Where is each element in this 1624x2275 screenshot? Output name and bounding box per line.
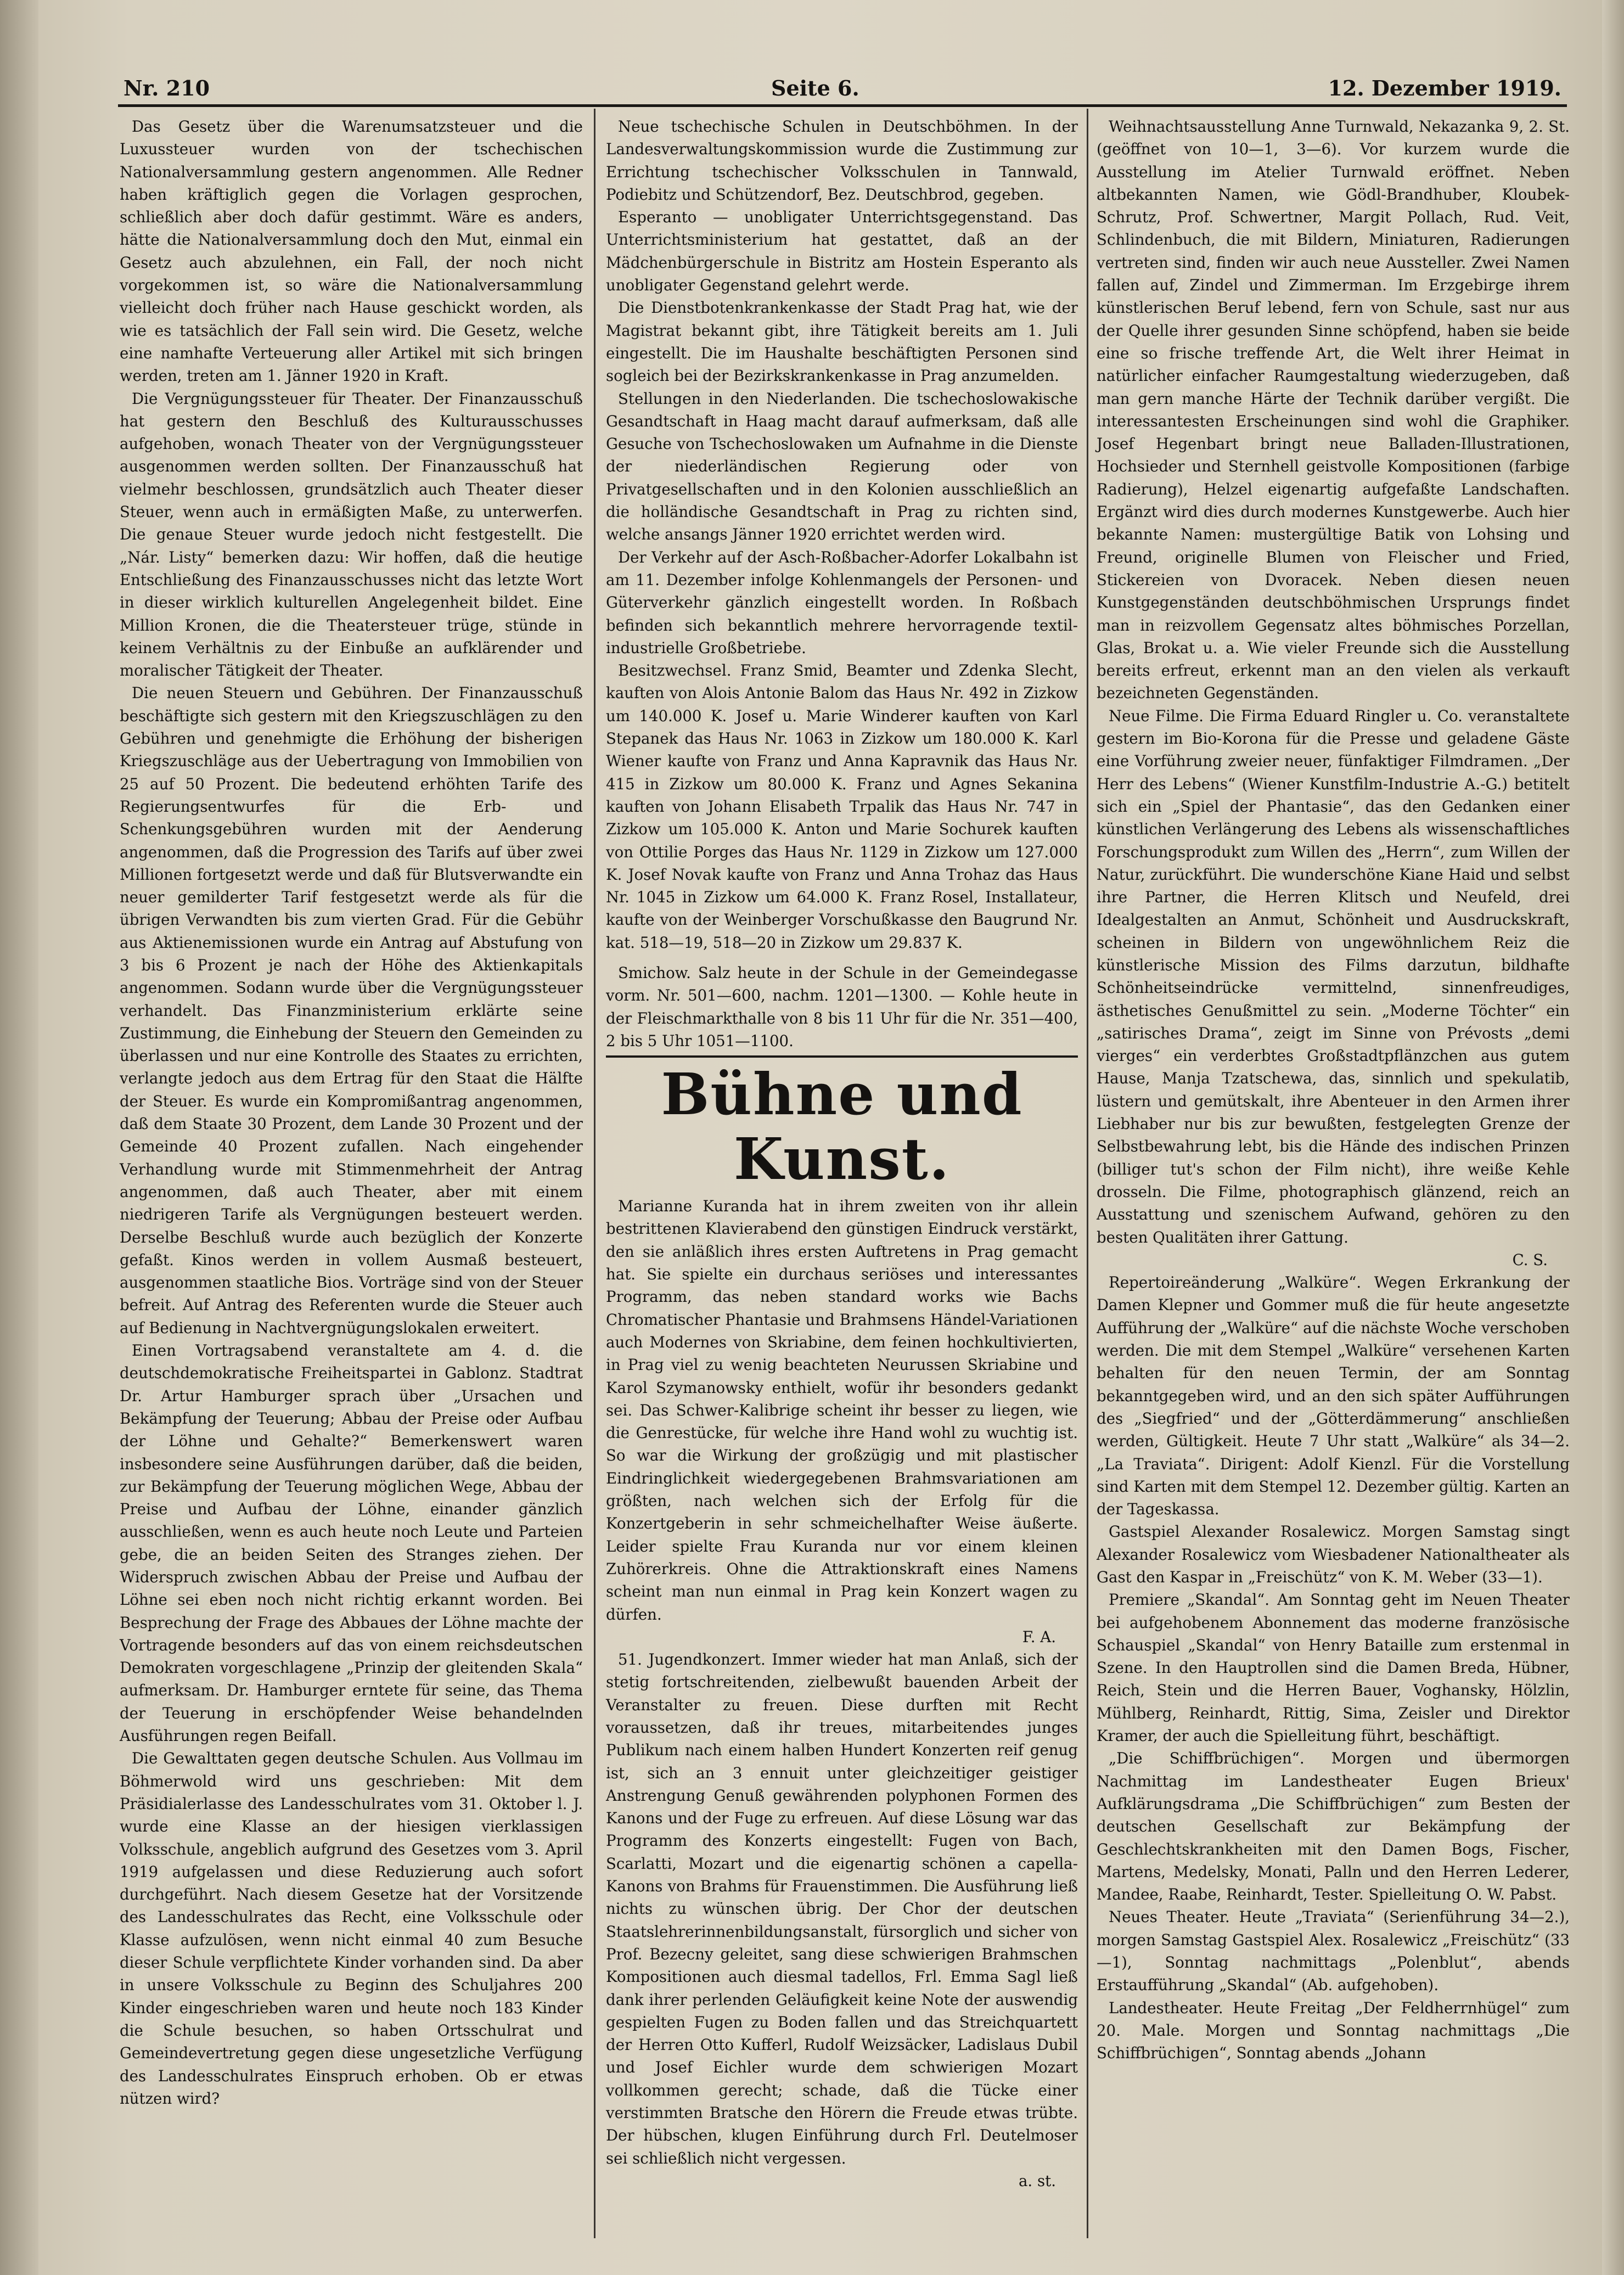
- article-niederlanden: Stellungen in den Niederlanden. Die tschechoslowakische Gesandtschaft in Haag macht darauf aufmerksam, daß alle Gesuche von Tschechoslowaken um Aufnahme in die Dienste der niederländischen Regierung oder von Privatgesellschaften und in den Kolonien ausschließlich an die holländische Gesandtschaft in Prag zu richten sind, welche ansangs Jänner 1920 errichtet werden wird.: [606, 389, 1078, 544]
- page-edge-left: [0, 0, 38, 2275]
- article-dienstbotenkrankenkasse: Die Dienstbotenkrankenkasse der Stadt Prag hat, wie der Magistrat bekannt gibt, ihre Tätigkeit bereits am 1. Juli eingestellt. Die im Haushalte beschäftigten Personen sind sogleich bei der Bezirkskrankenkasse in Prag anzumelden.: [606, 299, 1078, 385]
- article-smichow: Smichow. Salz heute in der Schule in der Gemeindegasse vorm. Nr. 501—600, nachm. 1201—1300. — Kohle heute in der Fleischmarkthalle von 8 bis 11 Uhr für die Nr. 351—400, 2 bis 5 Uhr 1051—1100.: [606, 963, 1078, 1050]
- article-neue-filme: Neue Filme. Die Firma Eduard Ringler u. Co. veranstaltete gestern im Bio-Korona für die Presse und geladene Gäste eine Vorführung zweier neuer, fünfaktiger Filmdramen. „Der Herr des Lebens“ (Wiener Kunstfilm-Industrie A.-G.) betitelt sich ein „Spiel der Phantasie“, das den Gedanken einer künstlichen Verlängerung des Lebens als wissenschaftliches Forschungsprodukt zum Willen des „Herrn“, zum Willen der Natur, zurückführt. Die wunderschöne Kiane Haid und selbst ihre Partner, die Herren Klitsch und Neufeld, drei Idealgestalten an Anmut, Schönheit und Ausdruckskraft, scheinen in Bildern von ungewöhnlichem Reiz die künstlerische Mission des Films darzutun, bildhafte Schönheitseindrücke vermittelnd, sinnenfreudiges, ästhetisches Genußmittel zu sein. „Moderne Töchter“ ein „satirisches Drama“, zeigt im Sinne von Prévosts „demi vierges“ ein verderbtes Großstadtpflänzchen aus gutem Hause, Manja Tzatschewa, das, sinnlich und spekulatib, lüstern und gemütskalt, ihre Abenteuer in den Armen ihrer Liebhaber nur bis zur bewußten, festgelegten Grenze der Selbstbewahrung lebt, bis die Hände des indischen Prinzen (billiger tut's schon der Film nicht), ihre weiße Kehle drosseln. Die Filme, photographisch glänzend, reich an Ausstattung und szenischem Aufwand, gehören zu den besten Qualitäten ihrer Gattung.: [1097, 706, 1570, 1246]
- article-deutsche-schulen: Die Gewalttaten gegen deutsche Schulen. Aus Vollmau im Böhmerwold wird uns geschrieben: Mit dem Präsidialerlasse des Landesschulrates vom 31. Oktober l. J. wurde eine Klasse an der hiesigen vierklassigen Volksschule, angeblich aufgrund des Gesetzes vom 3. April 1919 aufgelassen und diese Reduzierung auch sofort durchgeführt. Nach diesem Gesetze hat der Vorsitzende des Landesschulrates das Recht, eine Volksschule oder Klasse aufzulösen, wenn nicht einmal 40 zum Besuche dieser Schule verpflichtete Kinder vorhanden sind. Da aber in unsere Volksschule zu Beginn des Schuljahres 200 Kinder eingeschrieben waren und heute noch 183 Kinder die Schule besuchen, so haben Ortsschulrat und Gemeindevertretung gegen diese ungesetzliche Verfügung des Landesschulrates Einspruch erhoben. Ob er etwas nützen wird?: [120, 1749, 583, 2108]
- page-header: [118, 70, 1567, 103]
- author-signature: a. st.: [1018, 2171, 1056, 2190]
- article-lokalbahn: Der Verkehr auf der Asch-Roßbacher-Adorfer Lokalbahn ist am 11. Dezember infolge Kohlenmangels der Personen- und Güterverkehr gänzlich eingestellt worden. In Roßbach befinden sich bekanntlich mehrere hervorragende textil-industrielle Großbetriebe.: [606, 548, 1078, 657]
- article-tschechische-schulen: Neue tschechische Schulen in Deutschböhmen. In der Landesverwaltungskommission wurde die Zustimmung zur Errichtung tschechischer Volksschulen in Tannwald, Podiebitz und Schützendorf, Bez. Deutschbrod, gegeben.: [606, 117, 1078, 204]
- issue-date: 12. Dezember 1919.: [1328, 76, 1561, 100]
- author-signature: F. A.: [1022, 1627, 1056, 1646]
- spacer: [606, 954, 1078, 962]
- author-signature: C. S.: [1512, 1250, 1548, 1269]
- column-divider-1: [594, 109, 595, 2238]
- article-besitzwechsel: Besitzwechsel. Franz Smid, Beamter und Zdenka Slecht, kauften von Alois Antonie Balom das Haus Nr. 492 in Zizkow um 140.000 K. Josef u. Marie Winderer kauften von Karl Stepanek das Haus Nr. 1063 in Zizkow um 180.000 K. Karl Wiener kaufte von Franz und Anna Kapravnik das Haus Nr. 415 in Zizkow um 80.000 K. Franz und Agnes Sekanina kauften von Johann Elisabeth Trpalik das Haus Nr. 747 in Zizkow um 105.000 K. Anton und Marie Sochurek kauften von Ottilie Porges das Haus Nr. 1129 in Zizkow um 127.000 K. Josef Novak kaufte von Franz und Anna Trohaz das Haus Nr. 1045 in Zizkow um 64.000 K. Franz Rosel, Installateur, kaufte von der Weinberger Vorschußkasse den Baugrund Nr. kat. 518—19, 518—20 in Zizkow um 29.837 K.: [606, 661, 1078, 952]
- article-neues-theater: Neues Theater. Heute „Traviata“ (Serienführung 34—2.), morgen Samstag Gastspiel Alex. Rosalewicz „Freischütz“ (33—1), Sonntag nachmittags „Polenblut“, abends Erstaufführung „Skandal“ (Ab. aufgehoben).: [1097, 1908, 1570, 1995]
- article-repertoireaenderung: Repertoireänderung „Walküre“. Wegen Erkrankung der Damen Klepner und Gommer muß die für heute angesetzte Aufführung der „Walküre“ auf die nächste Woche verschoben werden. Die mit dem Stempel „Walküre“ versehenen Karten behalten für den neuen Termin, der am Sonntag bekanntgegeben wird, und an den sich später Aufführungen des „Siegfried“ und der „Götterdämmerung“ anschließen werden, Gültigkeit. Heute 7 Uhr statt „Walküre“ als 34—2. „La Traviata“. Dirigent: Adolf Kienzl. Für die Vorstellung sind Karten mit dem Stempel 12. Dezember gültig. Karten an der Tageskassa.: [1097, 1273, 1570, 1519]
- article-vergnuegungssteuer-theater: Die Vergnügungssteuer für Theater. Der Finanzausschuß hat gestern den Beschluß des Kulturausschusses aufgehoben, wonach Theater von der Vergnügungssteuer ausgenommen werden sollten. Der Finanzausschuß hat vielmehr beschlossen, grundsätzlich auch Theater dieser Steuer, wenn auch in ermäßigten Maße, zu unterwerfen. Die genaue Steuer wurde jedoch nicht festgestellt. Die „Nár. Listy“ bemerken dazu: Wir hoffen, daß die heutige Entschließung des Finanzausschusses nicht das letzte Wort in dieser wirklich kulturellen Angelegenheit bildet. Eine Million Kronen, die die Theatersteuer trüge, stünde in keinem Verhältnis zu der Einbuße an aufklärender und moralischer Tätigkeit der Theater.: [120, 389, 583, 680]
- article-esperanto: Esperanto — unobligater Unterrichtsgegenstand. Das Unterrichtsministerium hat gestattet, daß an der Mädchenbürgerschule in Bistritz am Hostein Esperanto als unobligater Gegenstand gelehrt werde.: [606, 208, 1078, 295]
- article-gastspiel: Gastspiel Alexander Rosalewicz. Morgen Samstag singt Alexander Rosalewicz vom Wiesbadener Nationaltheater als Gast den Kaspar in „Freischütz“ von K. M. Weber (33—1).: [1097, 1523, 1570, 1586]
- column-divider-2: [1087, 109, 1088, 2238]
- issue-number: Nr. 210: [123, 76, 210, 100]
- article-premiere-skandal: Premiere „Skandal“. Am Sonntag geht im Neuen Theater bei aufgehobenem Abonnement das moderne französische Schauspiel „Skandal“ von Henry Bataille zum erstenmal in Szene. In den Hauptrollen sind die Damen Breda, Hübner, Reich, Stein und die Herren Bauer, Voghansky, Hölzlin, Mühlberg, Reinhardt, Rittig, Sima, Zeisler und Direktor Kramer, der auch die Spielleitung führt, beschäftigt.: [1097, 1591, 1570, 1745]
- article-steuern-gebuehren: Die neuen Steuern und Gebühren. Der Finanzausschuß beschäftigte sich gestern mit den Kriegszuschlägen zu den Gebühren und genehmigte die Erhöhung der bisherigen Kriegszuschläge aus der Uebertragung von Immobilien von 25 auf 50 Prozent. Die bedeutend erhöhten Tarife des Regierungsentwurfes für die Erb- und Schenkungsgebühren wurden mit der Aenderung angenommen, daß die Progression des Tarifs auf über zwei Millionen fortgesetzt werde und daß für Blutsverwandte ein neuer gemilderter Tarif festgesetzt werde als für die übrigen Verwandten bis zum vierten Grad. Für die Gebühr aus Aktienemissionen wurde ein Antrag auf Abstufung von 3 bis 6 Prozent je nach der Höhe des Aktienkapitals angenommen. Sodann wurde über die Vergnügungssteuer verhandelt. Das Finanzministerium erklärte seine Zustimmung, die Einhebung der Steuern den Gemeinden zu überlassen und nur eine Kontrolle des Staates zu errichten, verlangte jedoch aus dem Ertrag für den Staat die Hälfte der Steuer. Es wurde ein Kompromißantrag angenommen, daß dem Staate 30 Prozent, dem Lande 30 Prozent und der Gemeinde 40 Prozent zufallen. Nach eingehender Verhandlung wurde mit Stimmenmehrheit der Antrag angenommen, daß auch Theater, aber mit einem niedrigeren Tarife als Vergnügungen besteuert werden. Derselbe Beschluß wurde auch bezüglich der Konzerte gefaßt. Kinos werden in vollem Ausmaß besteuert, ausgenommen staatliche Bios. Vorträge sind von der Steuer befreit. Auf Antrag des Referenten wurde die Steuer auch auf Bedienung in Nachtvergnügungslokalen erweitert.: [120, 684, 583, 1337]
- column-1: [120, 115, 583, 2110]
- page-edge-right: [1602, 0, 1624, 2275]
- article-landestheater: Landestheater. Heute Freitag „Der Feldherrnhügel“ zum 20. Male. Morgen und Sonntag nachmittags „Die Schiffbrüchigen“, Sonntag abends „Johann: [1097, 1998, 1570, 2063]
- section-rule: [606, 1055, 1078, 1058]
- page-number: Seite 6.: [771, 76, 859, 100]
- section-title: Bühne und Kunst.: [661, 1060, 1023, 1193]
- column-3: [1097, 115, 1570, 2065]
- article-schiffbruechigen: „Die Schiffbrüchigen“. Morgen und übermorgen Nachmittag im Landestheater Eugen Brieux' Aufklärungsdrama „Die Schiffbrüchigen“ zum Besten der deutschen Gesellschaft zur Bekämpfung der Geschlechtskrankheiten mit den Damen Bogs, Fischer, Martens, Medelsky, Monati, Palln und den Herren Lederer, Mandee, Raabe, Reinhardt, Tester. Spielleitung O. W. Pabst.: [1097, 1749, 1570, 1904]
- article-vortragsabend: Einen Vortragsabend veranstaltete am 4. d. die deutschdemokratische Freiheitspartei in Gablonz. Stadtrat Dr. Artur Hamburger sprach über „Ursachen und Bekämpfung der Teuerung; Abbau der Preise oder Aufbau der Löhne und Gehalte?“ Bemerkenswert waren insbesondere seine Ausführungen darüber, daß die beiden, zur Bekämpfung der Teuerung möglichen Wege, Abbau der Preise und Aufbau der Löhne, einander gänzlich ausschließen, wenn es auch heute noch Leute und Parteien gebe, die an beiden Seiten des Stranges ziehen. Der Widerspruch zwischen Abbau der Preise und Aufbau der Löhne sei eben noch nicht richtig erkannt worden. Bei Besprechung der Frage des Abbaues der Löhne machte der Vortragende besonders auf das von einem reichsdeutschen Demokraten vorgeschlagene „Prinzip der gleitenden Skala“ aufmerksam. Dr. Hamburger erntete für seine, das Thema der Teuerung in erschöpfender Weise behandelnden Ausführungen regen Beifall.: [120, 1341, 583, 1745]
- article-weihnachtsausstellung: Weihnachtsausstellung Anne Turnwald, Nekazanka 9, 2. St. (geöffnet von 10—1, 3—6). Vor kurzem wurde die Ausstellung im Atelier Turnwald eröffnet. Neben altbekannten Namen, wie Gödl-Brandhuber, Kloubek-Schrutz, Prof. Schwertner, Margit Pollach, Rud. Veit, Schlindenbuch, die mit Bildern, Miniaturen, Radierungen vertreten sind, finden wir auch neue Aussteller. Zwei Namen fallen auf, Zindel und Zimmerman. Im Erzgebirge ihrem künstlerischen Beruf lebend, fern von Schule, sast nur aus der Quelle ihrer gesunden Sinne schöpfend, haben sie beide eine so frische treffende Art, die Welt ihrer Heimat in natürlicher einfacher Raumgestaltung wiederzugeben, daß man gern manche Härte der Technik darüber vergißt. Die interessantesten Erscheinungen sind wohl die Graphiker. Josef Hegenbart bringt neue Balladen-Illustrationen, Hochsieder und Sternhell geistvolle Kompositionen (farbige Radierung), Helzel eigenartig aufgefaßte Landschaften. Ergänzt wird dies durch modernes Kunstgewerbe. Auch hier bekannte Namen: mustergültige Batik von Lohsing und Freund, originelle Blumen von Fleischer und Fried, Stickereien von Dvoracek. Neben diesen neuen Kunstgegenständen deutschböhmischen Ursprungs findet man in reizvollem Gegensatz altes böhmisches Porzellan, Glas, Brokat u. a. Wie vieler Freunde sich die Ausstellung bereits erfreut, erkennt man an den vielen als verkauft bezeichneten Gegenständen.: [1097, 117, 1570, 703]
- article-warenumsatzsteuer: Das Gesetz über die Warenumsatzsteuer und die Luxussteuer wurden von der tschechischen Nationalversammlung gestern angenommen. Alle Redner haben kräftiglich gegen die Vorlagen gesprochen, schließlich aber doch dafür gestimmt. Wäre es anders, hätte die Nationalversammlung doch den Mut, einmal ein Gesetz auch abzulehnen, ein Fall, der noch nicht vorgekommen ist, so wäre die Nationalversammlung vielleicht doch früher nach Hause geschickt worden, als wie es tatsächlich der Fall sein wird. Die Gesetz, welche eine namhafte Verteuerung aller Artikel mit sich bringen werden, treten am 1. Jänner 1920 in Kraft.: [120, 117, 583, 385]
- column-2: [606, 115, 1078, 2192]
- article-kuranda: Marianne Kuranda hat in ihrem zweiten von ihr allein bestrittenen Klavierabend den günstigen Eindruck verstärkt, den sie anläßlich ihres ersten Auftretens in Prag gemacht hat. Sie spielte ein durchaus seriöses und interessantes Programm, das neben standard works wie Bachs Chromatischer Phantasie und Brahmsens Händel-Variationen auch Modernes von Skriabine, dem feinen hochkultivierten, in Prag viel zu wenig beachteten Neurussen Skriabine und Karol Szymanowsky enthielt, wofür ihr besonders gedankt sei. Das Schwer-Kalibrige scheint ihr besser zu liegen, wie die Genrestücke, für welche ihre Hand wohl zu wuchtig ist. So war die Wirkung der großzügig und mit plastischer Eindringlichkeit wiedergegebenen Brahmsvariationen am größten, nach welchen sich der Erfolg für die Konzertgeberin in sehr schmeichelhafter Weise äußerte. Leider spielte Frau Kuranda nur vor einem kleinen Zuhörerkreis. Ohne die Attraktionskraft eines Namens scheint man nun einmal in Prag kein Konzert wagen zu dürfen.: [606, 1197, 1078, 1624]
- article-jugendkonzert: 51. Jugendkonzert. Immer wieder hat man Anlaß, sich der stetig fortschreitenden, zielbewußt bauenden Arbeit der Veranstalter zu freuen. Diese durften mit Recht voraussetzen, daß ihr treues, mitarbeitendes junges Publikum nach einem halben Hundert Konzerten reif genug ist, sich an 3 ennuit unter gleichzeitiger geistiger Anstrengung Genuß gewährenden polyphonen Formen des Kanons und der Fuge zu erfreuen. Auf diese Lösung war das Programm des Konzerts eingestellt: Fugen von Bach, Scarlatti, Mozart und die eigenartig schönen a capella-Kanons von Brahms für Frauenstimmen. Die Ausführung ließ nichts zu wünschen übrig. Der Chor der deutschen Staatslehrerinnenbildungsanstalt, fürsorglich und sicher von Prof. Bezecny geleitet, sang diese schwierigen Brahmschen Kompositionen auch diesmal tadellos, Frl. Emma Sagl ließ dank ihrer perlenden Geläufigkeit keine Note der auswendig gespielten Fugen zu Boden fallen und das Streichquartett der Herren Otto Kufferl, Rudolf Weizsäcker, Ladislaus Dubil und Josef Eichler wurde dem schwierigen Mozart vollkommen gerecht; schade, daß die Tücke einer verstimmten Bratsche den Hörern die Freude etwas trübte. Der hübschen, klugen Einführung durch Frl. Deutelmoser sei schließlich nicht vergessen.: [606, 1650, 1078, 2167]
- header-rule: [118, 104, 1567, 107]
